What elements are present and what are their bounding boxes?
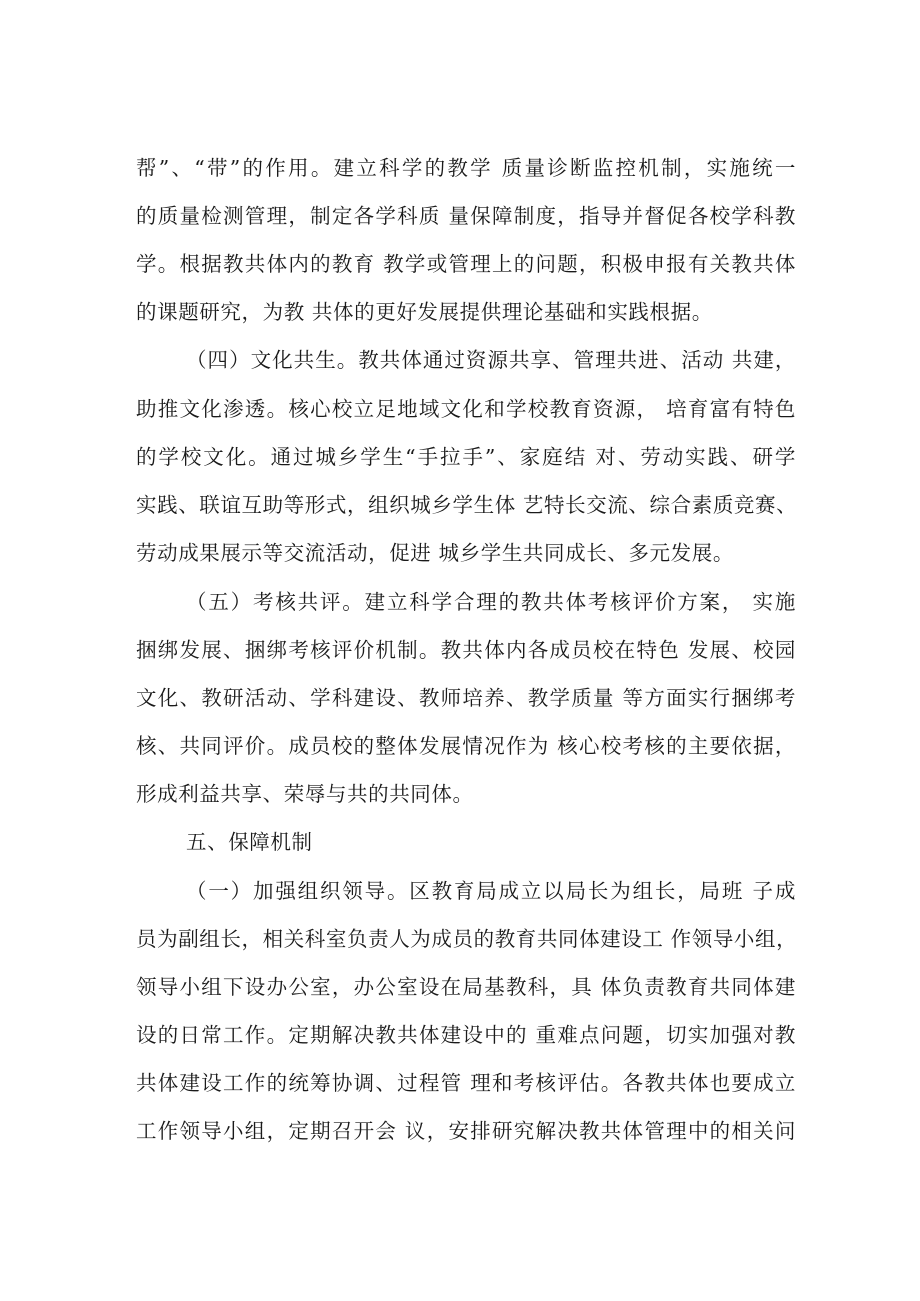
- text-line: 工作领导小组，定期召开会 议，安排研究解决教共体管理中的相关问: [136, 1119, 796, 1143]
- text-line: 的质量检测管理，制定各学科质 量保障制度，指导并督促各校学科教: [136, 204, 796, 228]
- text-line: 核、共同评价。成员校的整体发展情况作为 核心校考核的主要依据，: [136, 734, 796, 758]
- text-line: 的学校文化。通过城乡学生“手拉手”、家庭结 对、劳动实践、研学: [136, 445, 796, 469]
- text-line: 员为副组长，相关科室负责人为成员的教育共同体建设工 作领导小组，: [136, 927, 798, 951]
- text-line: 实践、联谊互助等形式，组织城乡学生体 艺特长交流、综合素质竞赛、: [136, 493, 798, 517]
- text-line: 设的日常工作。定期解决教共体建设中的 重难点问题，切实加强对教: [136, 1023, 796, 1047]
- text-line: 劳动成果展示等交流活动，促进 城乡学生共同成长、多元发展。: [136, 541, 734, 565]
- text-line: 学。根据教共体内的教育 教学或管理上的问题，积极申报有关教共体: [136, 252, 796, 276]
- text-line: 捆绑发展、捆绑考核评价机制。教共体内各成员校在特色 发展、校园: [136, 638, 796, 662]
- text-line: 形成利益共享、荣辱与共的共同体。: [136, 782, 474, 806]
- paragraph-start-line: （四）文化共生。教共体通过资源共享、管理共进、活动 共建，: [186, 348, 796, 372]
- text-line: 共体建设工作的统筹协调、过程管 理和考核评估。各教共体也要成立: [136, 1071, 796, 1095]
- text-line: 帮”、“带”的作用。建立科学的教学 质量诊断监控机制，实施统一: [136, 156, 796, 180]
- section-heading: 五、保障机制: [186, 830, 313, 854]
- text-line: 领导小组下设办公室，办公室设在局基教科，具 体负责教育共同体建: [136, 975, 796, 999]
- paragraph-start-line: （五）考核共评。建立科学合理的教共体考核评价方案， 实施: [186, 590, 796, 614]
- paragraph-start-line: （一）加强组织领导。区教育局成立以局长为组长，局班 子成: [186, 879, 796, 903]
- text-line: 的课题研究，为教 共体的更好发展提供理论基础和实践根据。: [136, 300, 713, 324]
- text-line: 助推文化渗透。核心校立足地域文化和学校教育资源， 培育富有特色: [136, 397, 796, 421]
- text-line: 文化、教研活动、学科建设、教师培养、教学质量 等方面实行捆绑考: [136, 686, 796, 710]
